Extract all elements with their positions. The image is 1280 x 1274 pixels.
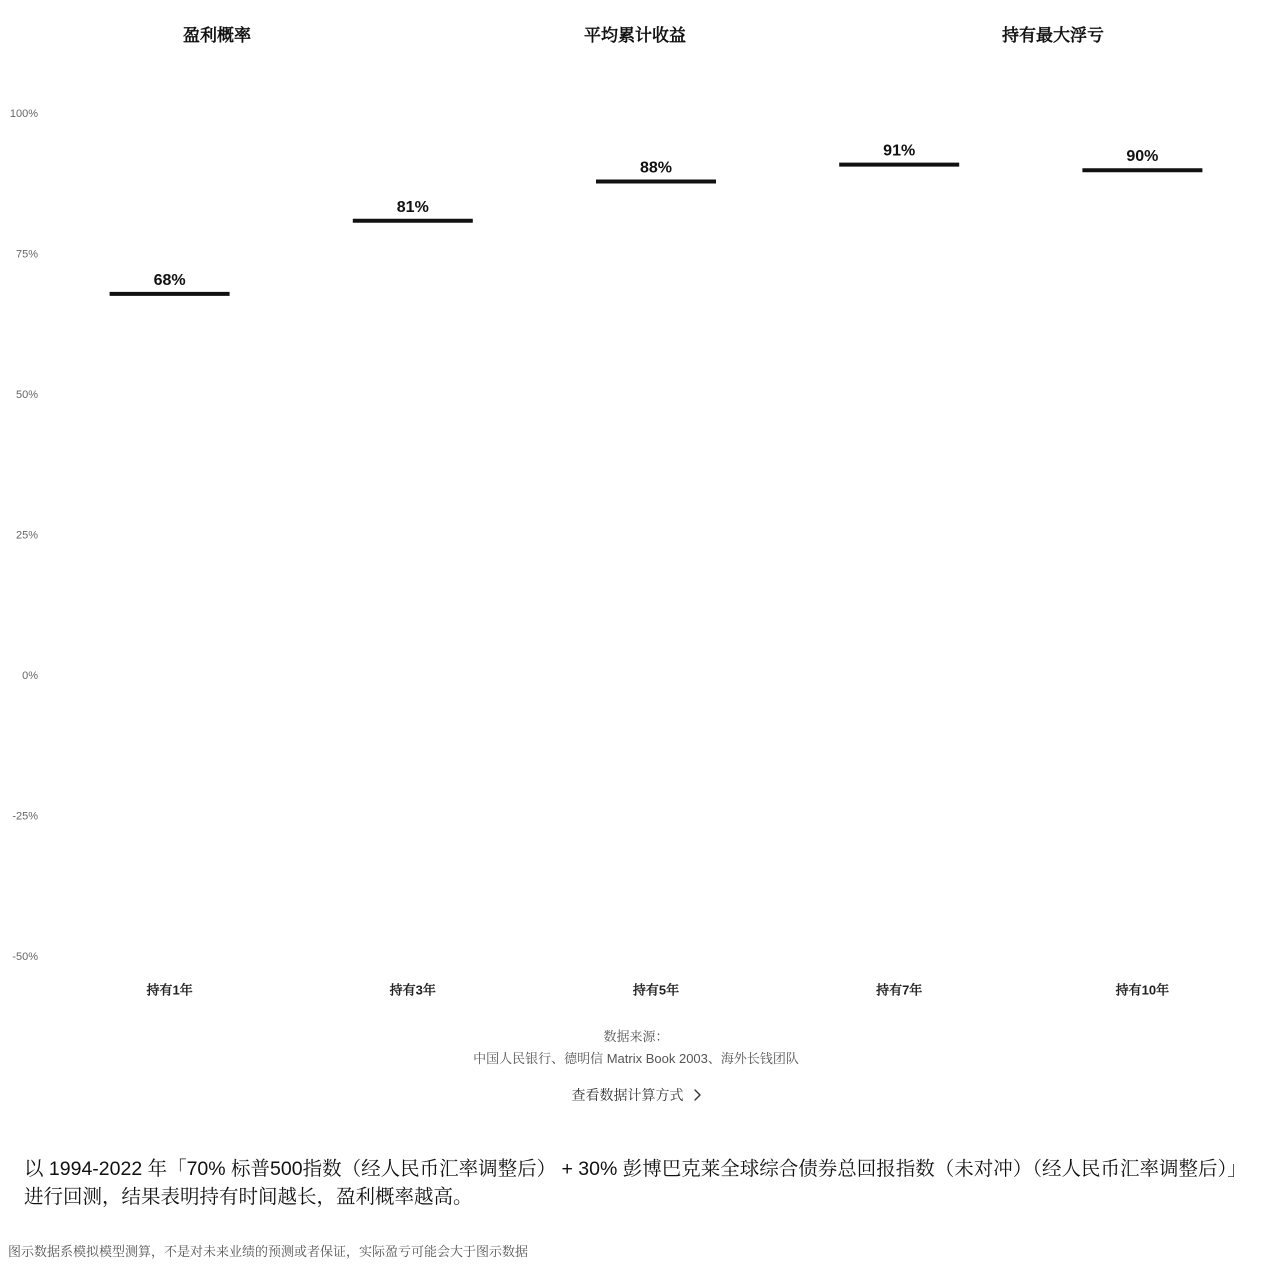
tab-max-holding-drawdown[interactable]: 持有最大浮亏 [1002, 26, 1104, 45]
category-label: 持有5年 [632, 982, 680, 998]
category-label: 持有7年 [876, 982, 923, 998]
tab-average-cumulative-return[interactable]: 平均累计收益 [584, 26, 686, 45]
view-calculation-method-label: 查看数据计算方式 [571, 1087, 684, 1103]
bar-value-label: 68% [153, 271, 186, 289]
bar-value-label: 91% [883, 142, 916, 160]
y-tick-label: 50% [15, 389, 38, 401]
data-source-label: 数据来源： [603, 1029, 669, 1044]
metric-tabs [8, 22, 1262, 50]
y-tick-label: 25% [15, 529, 38, 542]
y-tick-label: 100% [9, 108, 38, 120]
profit-probability-chart [0, 100, 1280, 1010]
bar-value-label: 81% [396, 198, 429, 216]
method-link-row [0, 1084, 1272, 1107]
y-tick-label: 0% [22, 670, 38, 682]
backtest-description: 以 1994-2022 年「70% 标普500指数（经人民币汇率调整后） + 30% 彭博巴克莱全球综合债券总回报指数（未对冲）（经人民币汇率调整后）」进行回测，结果表明持有时间越长，盈利概率越高。 [24, 1158, 1247, 1208]
category-label: 持有3年 [389, 982, 436, 998]
data-source [0, 1026, 1272, 1070]
chevron-right-icon [693, 1084, 701, 1106]
category-label: 持有10年 [1115, 982, 1170, 998]
y-tick-label: 75% [15, 248, 38, 261]
category-label: 持有1年 [146, 982, 193, 998]
y-tick-label: -25% [12, 810, 38, 823]
bar-value-label: 90% [1126, 148, 1159, 166]
bar-value-label: 88% [639, 159, 673, 177]
view-calculation-method-link[interactable] [572, 1084, 701, 1106]
tab-profit-probability[interactable]: 盈利概率 [183, 26, 251, 45]
y-tick-label: -50% [12, 951, 38, 963]
data-source-text: 中国人民银行、德明信 Matrix Book 2003、海外长钱团队 [473, 1051, 799, 1066]
disclaimer-note: 图示数据系模拟模型测算，不是对未来业绩的预测或者保证，实际盈亏可能会大于图示数据 [8, 1244, 529, 1259]
